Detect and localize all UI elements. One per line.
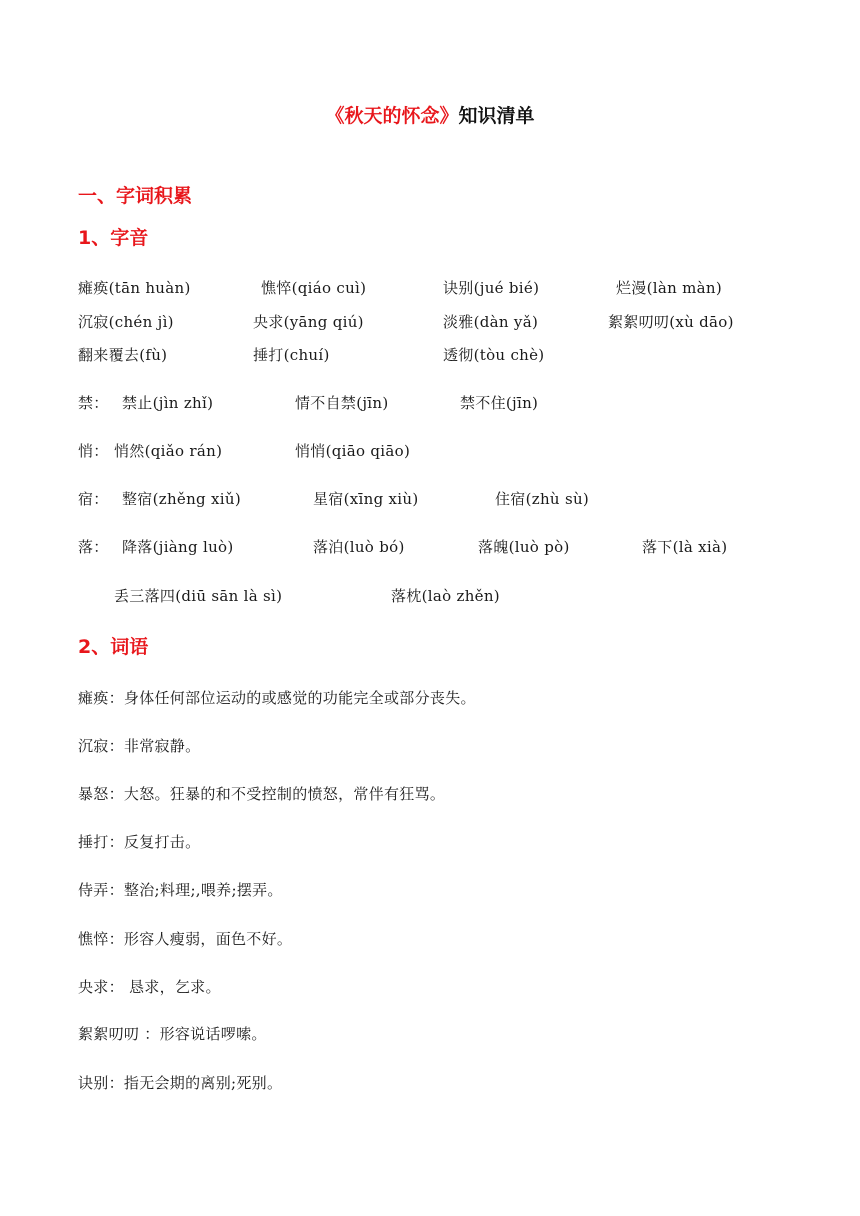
polyphone-item: 落枕(laò zhěn) xyxy=(391,587,500,605)
polyphone-char: 禁： xyxy=(78,394,109,412)
polyphone-item: 落魄(luò pò) xyxy=(478,538,570,556)
pronunciation-item: 央求(yāng qiú) xyxy=(253,313,364,331)
polyphone-item: 悄然(qiǎo rán) xyxy=(114,442,223,460)
definition-item: 侍弄：整治;料理;,喂养;摆弄。 xyxy=(78,881,283,899)
subsection-heading-pronunciation: 1、字音 xyxy=(78,227,149,249)
pronunciation-item: 絮絮叨叨(xù dāo) xyxy=(608,313,734,331)
polyphone-item: 整宿(zhěng xiǔ) xyxy=(122,490,241,508)
definition-item: 憔悴：形容人瘦弱，面色不好。 xyxy=(78,930,293,948)
definition-item: 诀别：指无会期的离别;死别。 xyxy=(78,1074,283,1092)
polyphone-char: 宿： xyxy=(78,490,109,508)
polyphone-item: 星宿(xīng xiù) xyxy=(313,490,419,508)
polyphone-item: 禁不住(jīn) xyxy=(460,394,539,412)
pronunciation-item: 透彻(tòu chè) xyxy=(443,346,545,364)
polyphone-item: 禁止(jìn zhǐ) xyxy=(122,394,214,412)
title-suffix: 知识清单 xyxy=(458,105,535,127)
definition-item: 暴怒：大怒。狂暴的和不受控制的愤怒，常伴有狂骂。 xyxy=(78,785,446,803)
definition-item: 瘫痪：身体任何部位运动的或感觉的功能完全或部分丧失。 xyxy=(78,689,476,707)
section-heading-vocabulary: 一、字词积累 xyxy=(78,185,193,207)
polyphone-item: 落泊(luò bó) xyxy=(313,538,405,556)
definition-item: 沉寂：非常寂静。 xyxy=(78,737,201,755)
pronunciation-item: 淡雅(dàn yǎ) xyxy=(443,313,539,331)
polyphone-item: 降落(jiàng luò) xyxy=(122,538,234,556)
polyphone-item: 悄悄(qiāo qiāo) xyxy=(295,442,411,460)
polyphone-item: 住宿(zhù sù) xyxy=(495,490,590,508)
page-title xyxy=(0,104,860,128)
polyphone-item: 丢三落四(diū sān là sì) xyxy=(114,587,283,605)
title-book-name: 《秋天的怀念》 xyxy=(325,105,459,127)
pronunciation-item: 憔悴(qiáo cuì) xyxy=(261,279,367,297)
definition-item: 絮絮叨叨 ：形容说话啰嗦。 xyxy=(78,1025,267,1043)
polyphone-item: 落下(là xià) xyxy=(642,538,728,556)
pronunciation-item: 翻来覆去(fù) xyxy=(78,346,168,364)
pronunciation-item: 沉寂(chén jì) xyxy=(78,313,174,331)
polyphone-char: 悄： xyxy=(78,442,109,460)
pronunciation-item: 诀别(jué bié) xyxy=(443,279,540,297)
pronunciation-item: 捶打(chuí) xyxy=(253,346,330,364)
subsection-heading-words: 2、词语 xyxy=(78,636,149,658)
polyphone-char: 落： xyxy=(78,538,109,556)
definition-item: 央求： 恳求，乞求。 xyxy=(78,978,221,996)
pronunciation-item: 烂漫(làn màn) xyxy=(616,279,723,297)
pronunciation-item: 瘫痪(tān huàn) xyxy=(78,279,191,297)
polyphone-item: 情不自禁(jīn) xyxy=(295,394,389,412)
definition-item: 捶打：反复打击。 xyxy=(78,833,201,851)
